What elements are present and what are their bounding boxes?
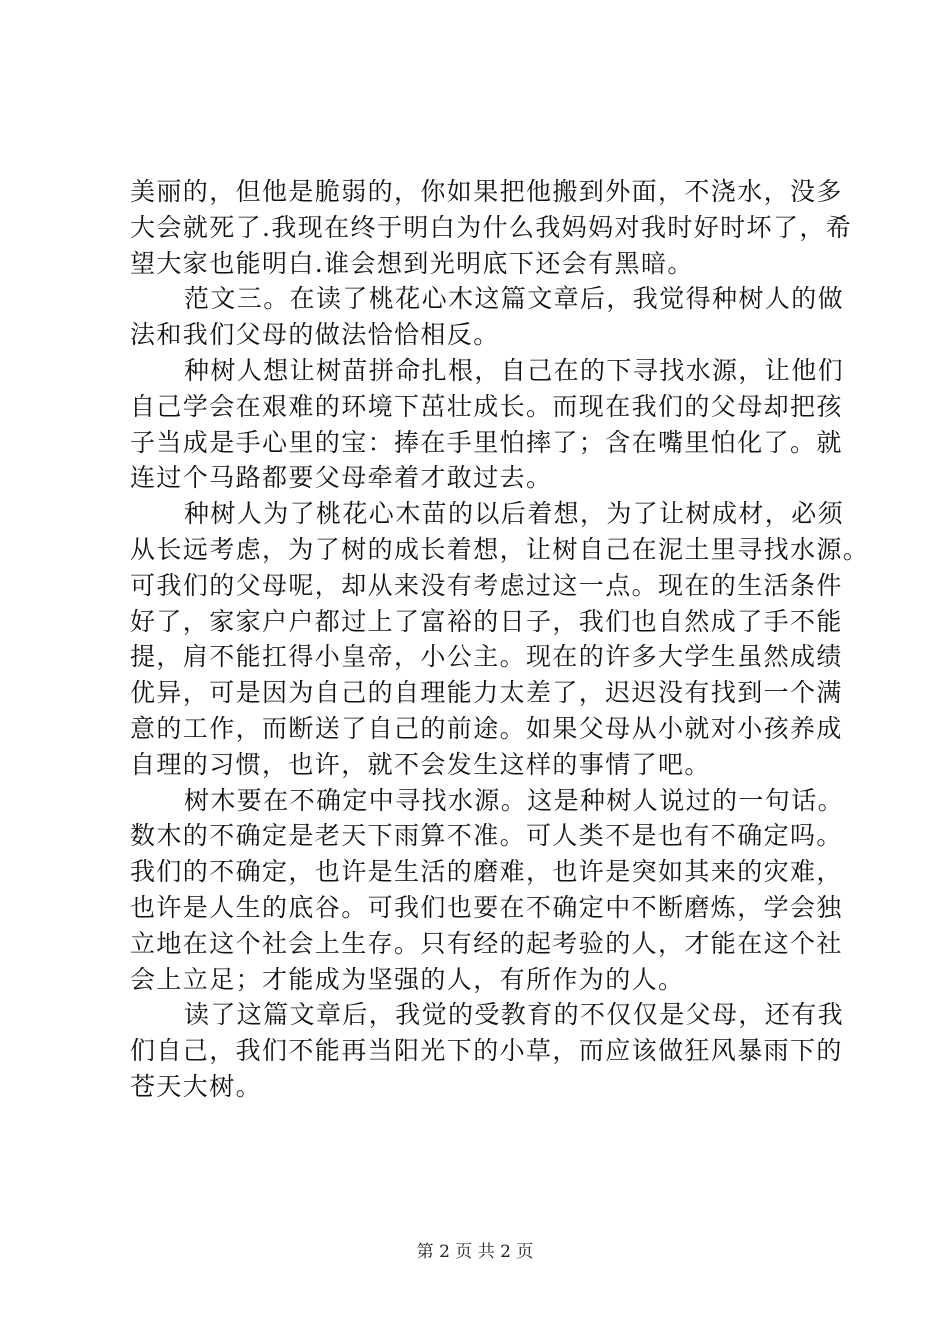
text-line: 们自己，我们不能再当阳光下的小草，而应该做狂风暴雨下的 — [130, 1036, 843, 1066]
paragraph-first-line: 读了这篇文章后，我觉的受教育的不仅仅是父母，还有我 — [184, 1000, 845, 1030]
text-line: 也许是人生的底谷。可我们也要在不确定中不断磨炼，学会独 — [130, 892, 843, 922]
text-line: 可我们的父母呢，却从来没有考虑过这一点。现在的生活条件 — [130, 570, 843, 600]
text-line: 子当成是手心里的宝：捧在手里怕摔了；含在嘴里怕化了。就 — [130, 427, 843, 457]
text-line: 数木的不确定是老天下雨算不准。可人类不是也有不确定吗。 — [130, 821, 843, 851]
text-line: 大会就死了.我现在终于明白为什么我妈妈对我时好时坏了，希 — [130, 212, 853, 242]
text-line: 立地在这个社会上生存。只有经的起考验的人，才能在这个社 — [130, 928, 843, 958]
text-line: 连过个马路都要父母牵着才敢过去。 — [130, 463, 553, 493]
text-line: 我们的不确定，也许是生活的磨难，也许是突如其来的灾难， — [130, 857, 843, 887]
text-line: 会上立足；才能成为坚强的人，有所作为的人。 — [130, 964, 685, 994]
page-number: 第 2 页 共 2 页 — [416, 1242, 534, 1262]
text-line: 提，肩不能扛得小皇帝，小公主。现在的许多大学生虽然成绩 — [130, 642, 843, 672]
paragraph-first-line: 种树人想让树苗拼命扎根，自己在的下寻找水源，让他们 — [184, 355, 845, 385]
paragraph-first-line: 范文三。在读了桃花心木这篇文章后，我觉得种树人的做 — [184, 284, 845, 314]
text-line: 意的工作，而断送了自己的前途。如果父母从小就对小孩养成 — [130, 713, 843, 743]
text-line: 自己学会在艰难的环境下茁壮成长。而现在我们的父母却把孩 — [130, 391, 843, 421]
paragraph-first-line: 种树人为了桃花心木苗的以后着想，为了让树成材，必须 — [184, 499, 845, 529]
text-line: 优异，可是因为自己的自理能力太差了，迟迟没有找到一个满 — [130, 678, 843, 708]
text-line: 好了，家家户户都过上了富裕的日子，我们也自然成了手不能 — [130, 606, 843, 636]
paragraph-first-line: 树木要在不确定中寻找水源。这是种树人说过的一句话。 — [184, 785, 845, 815]
text-line: 法和我们父母的做法恰恰相反。 — [130, 320, 500, 350]
text-line: 望大家也能明白.谁会想到光明底下还会有黑暗。 — [130, 248, 694, 278]
text-line: 自理的习惯，也许，就不会发生这样的事情了吧。 — [130, 749, 711, 779]
page-footer — [0, 1242, 950, 1262]
text-line: 从长远考虑，为了树的成长着想，让树自己在泥土里寻找水源。 — [130, 534, 870, 564]
text-line: 美丽的，但他是脆弱的，你如果把他搬到外面，不浇水，没多 — [130, 177, 843, 206]
text-line: 苍天大树。 — [130, 1071, 263, 1101]
body-text — [130, 174, 870, 1105]
